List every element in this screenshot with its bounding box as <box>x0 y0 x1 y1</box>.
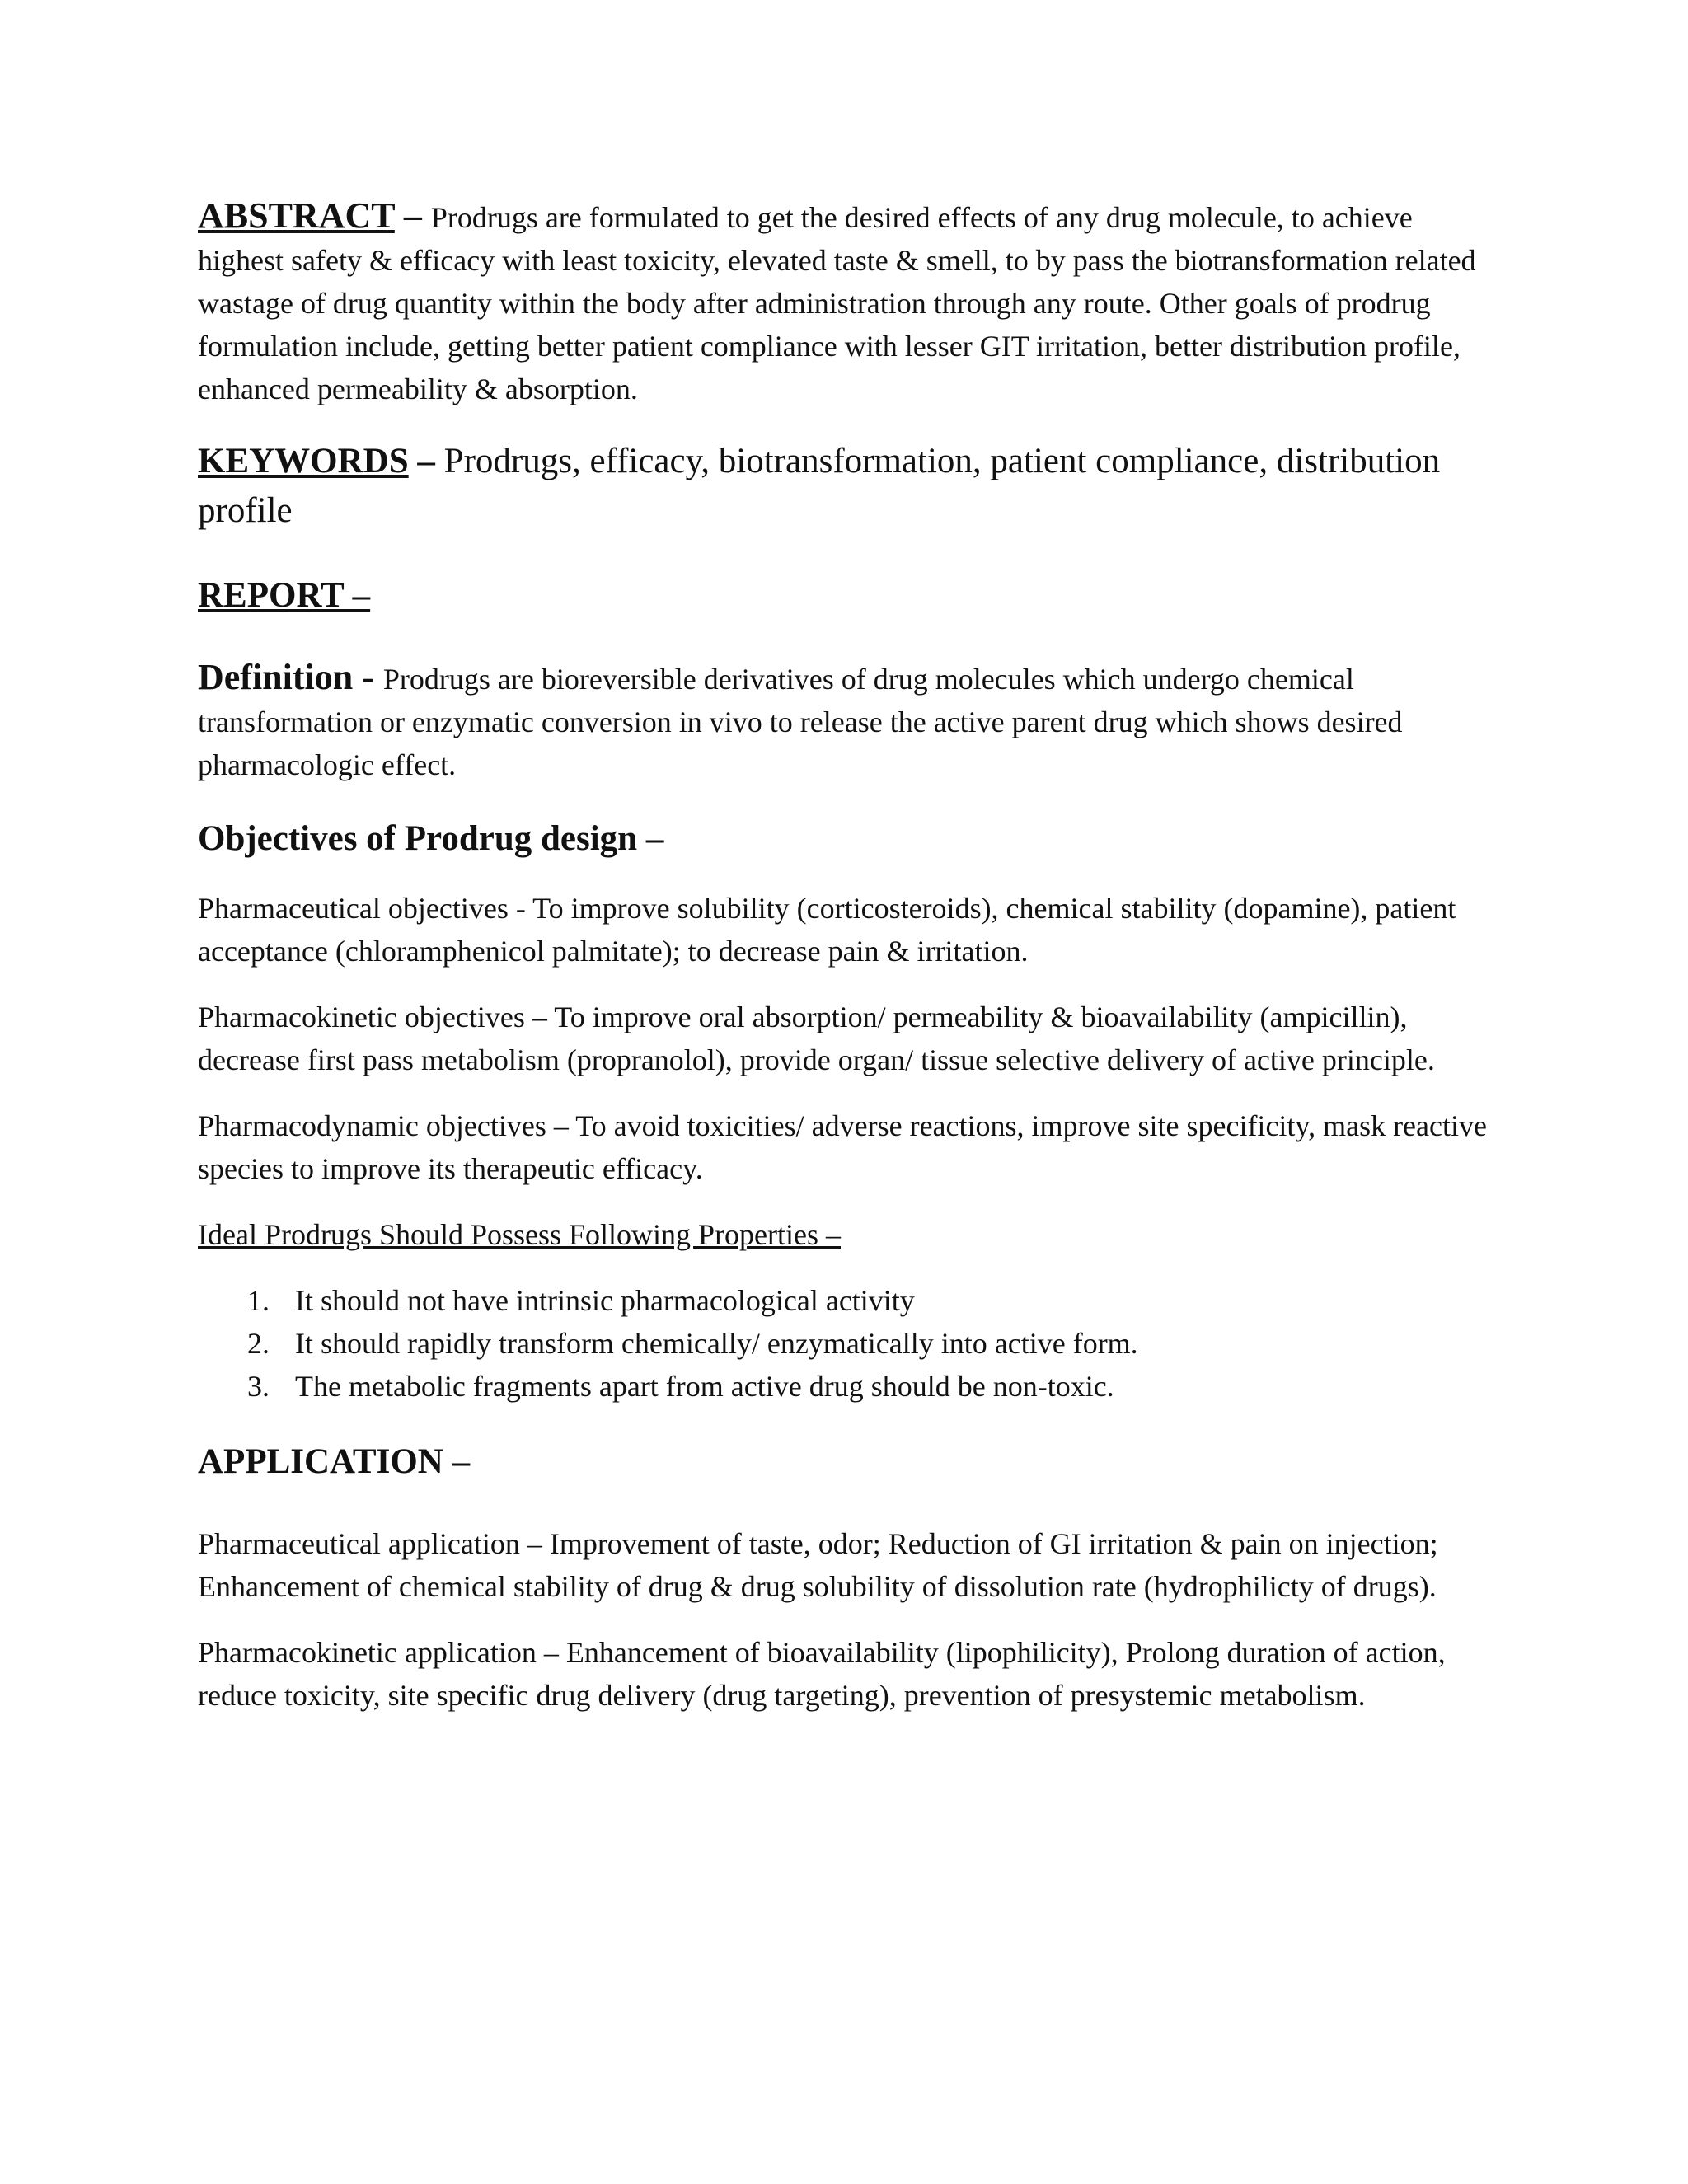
pharmacokinetic-objectives: Pharmacokinetic objectives – To improve oral absorption/ permeability & bioavailability (ampicillin), decrease first pass metabolism (propranolol), provide organ/ tissue selective delivery of active principle. <box>198 1001 1435 1076</box>
list-item <box>198 1322 1500 1365</box>
list-number: 1. <box>247 1284 270 1317</box>
abstract-label: ABSTRACT <box>198 195 395 236</box>
keywords-dash: – <box>408 442 444 480</box>
list-item <box>198 1365 1500 1408</box>
definition-label: Definition - <box>198 657 383 697</box>
keywords-paragraph <box>198 437 1500 536</box>
objectives-heading: Objectives of Prodrug design – <box>198 819 664 858</box>
abstract-paragraph <box>198 194 1500 410</box>
pharmacokinetic-application: Pharmacokinetic application – Enhancement of bioavailability (lipophilicity), Prolong duration of action, reduce toxicity, site specific drug delivery (drug targeting), prevention of presystemic metabolism. <box>198 1636 1446 1712</box>
list-item-text: It should not have intrinsic pharmacological activity <box>295 1284 915 1317</box>
definition-text: Prodrugs are bioreversible derivatives of drug molecules which undergo chemical transformation or enzymatic conversion in vivo to release the active parent drug which shows desired pharmacologic effect. <box>198 663 1403 781</box>
list-item-text: It should rapidly transform chemically/ enzymatically into active form. <box>295 1327 1138 1360</box>
ideal-prodrugs-heading: Ideal Prodrugs Should Possess Following Properties – <box>198 1218 842 1251</box>
keywords-label: KEYWORDS <box>198 442 409 480</box>
abstract-dash: – <box>394 195 431 236</box>
pharmaceutical-objectives: Pharmaceutical objectives - To improve solubility (corticosteroids), chemical stability (dopamine), patient acceptance (chloramphenicol palmitate); to decrease pain & irritation. <box>198 892 1456 968</box>
definition-paragraph <box>198 656 1500 786</box>
application-heading: APPLICATION – <box>198 1442 471 1481</box>
list-item <box>198 1279 1500 1322</box>
report-heading <box>198 571 1500 621</box>
abstract-text: Prodrugs are formulated to get the desired effects of any drug molecule, to achieve highest safety & efficacy with least toxicity, elevated taste & smell, to by pass the biotransformation related wastage of drug quantity within the body after administration through any route. Other goals of prodrug formulation include, getting better patient compliance with lesser GIT irritation, better distribution profile, enhanced permeability & absorption. <box>198 201 1476 405</box>
pharmaceutical-application: Pharmaceutical application – Improvement of taste, odor; Reduction of GI irritation & pain on injection; Enhancement of chemical stability of drug & drug solubility of dissolution rate (hydrophilicty of drugs). <box>198 1527 1438 1603</box>
keywords-text: Prodrugs, efficacy, biotransformation, patient compliance, distribution profile <box>198 442 1441 530</box>
list-number: 2. <box>247 1327 270 1360</box>
list-number: 3. <box>247 1370 270 1403</box>
ideal-properties-list <box>198 1279 1500 1408</box>
report-label: REPORT – <box>198 576 371 615</box>
list-item-text: The metabolic fragments apart from active drug should be non-toxic. <box>295 1370 1114 1403</box>
document-page <box>198 194 1500 1717</box>
pharmacodynamic-objectives: Pharmacodynamic objectives – To avoid toxicities/ adverse reactions, improve site specificity, mask reactive species to improve its therapeutic efficacy. <box>198 1109 1487 1185</box>
